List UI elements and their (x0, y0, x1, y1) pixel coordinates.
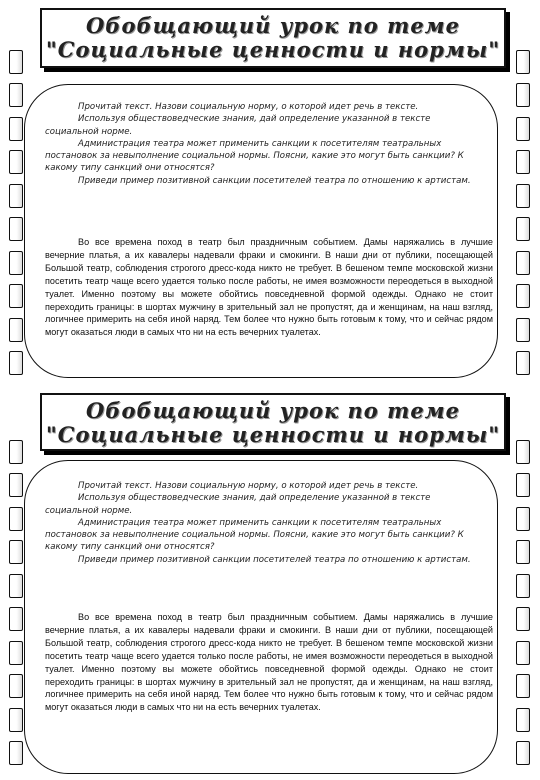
task-instructions (45, 480, 485, 566)
binding-tab (9, 540, 23, 564)
binding-tab (516, 50, 530, 74)
binding-tab (516, 708, 530, 732)
task-item: Используя обществоведческие знания, дай определение указанной в тексте социальной норме. (45, 114, 431, 137)
binding-tab (516, 540, 530, 564)
binding-tab (9, 507, 23, 531)
binding-tab (516, 507, 530, 531)
binding-tab (516, 574, 530, 598)
title-line-1: Обобщающий урок по теме (85, 398, 461, 423)
binding-tab (9, 641, 23, 665)
binding-tab (516, 83, 530, 107)
right-binding-tabs (516, 440, 530, 765)
binding-tab (9, 674, 23, 698)
task-instructions (45, 101, 485, 187)
binding-tab (9, 351, 23, 375)
title-line-2: "Социальные ценности и нормы" (45, 37, 501, 62)
binding-tab (516, 318, 530, 342)
binding-tab (516, 251, 530, 275)
binding-tab (516, 217, 530, 241)
binding-tab (9, 284, 23, 308)
worksheet-copy-bottom (0, 390, 540, 778)
binding-tab (9, 184, 23, 208)
worksheet-copy-top (0, 0, 540, 388)
reading-paragraph: Во все времена поход в театр был праздничным событием. Дамы наряжались в лучшие вечерние платья, а их кавалеры надевали фраки и смокинги. В наши дни от публики, посещающей Большой театр, соблюдения строгого дресс-кода никто не требует. В бешеном темпе московской жизни посетить театр чаще всего удается только после работы, не имея возможности переодеться в выходной туалет. Именно поэтому вы можете обойтись повседневной формой одежды. Однако не стоит переходить границы: в шортах мужчину в зрительный зал не пропустят, да и женщинам, на наш взгляд, логичнее примерить на себя иной наряд. Тем более что нужно быть готовым к тому, что и сейчас рядом могут оказаться люди в самых что ни на есть вечерних туалетах. (45, 237, 493, 338)
reading-text (45, 236, 493, 339)
task-item: Приведи пример позитивной санкции посетителей театра по отношению к артистам. (78, 554, 471, 565)
task-item: Прочитай текст. Назови социальную норму, о которой идет речь в тексте. (78, 481, 419, 491)
title-frame (40, 393, 506, 451)
title-line-2: "Социальные ценности и нормы" (45, 422, 501, 447)
binding-tab (516, 741, 530, 765)
task-item: Администрация театра может применить санкции к посетителям театральных постановок за невыполнение социальной нормы. Поясни, какие это могут быть санкции? К какому типу санкций они относятся? (45, 138, 464, 174)
binding-tab (9, 473, 23, 497)
title-frame (40, 8, 506, 68)
binding-tab (9, 574, 23, 598)
binding-tab (9, 217, 23, 241)
reading-paragraph: Во все времена поход в театр был праздничным событием. Дамы наряжались в лучшие вечерние платья, а их кавалеры надевали фраки и смокинги. В наши дни от публики, посещающей Большой театр, соблюдения строгого дресс-кода никто не требует. В бешеном темпе московской жизни посетить театр чаще всего удается только после работы, не имея возможности переодеться в выходной туалет. Именно поэтому вы можете обойтись повседневной формой одежды. Однако не стоит переходить границы: в шортах мужчину в зрительный зал не пропустят, да и женщинам, на наш взгляд, логичнее примерить на себя иной наряд. Тем более что нужно быть готовым к тому, что и сейчас рядом могут оказаться люди в самых что ни на есть вечерних туалетах. (45, 612, 493, 713)
left-binding-tabs (9, 440, 23, 765)
reading-text (45, 611, 493, 714)
binding-tab (516, 607, 530, 631)
task-item: Приведи пример позитивной санкции посетителей театра по отношению к артистам. (78, 175, 471, 186)
binding-tab (9, 251, 23, 275)
binding-tab (516, 351, 530, 375)
binding-tab (516, 674, 530, 698)
binding-tab (9, 318, 23, 342)
binding-tab (9, 607, 23, 631)
binding-tab (516, 440, 530, 464)
binding-tab (9, 440, 23, 464)
title-line-1: Обобщающий урок по теме (85, 13, 461, 38)
binding-tab (9, 708, 23, 732)
binding-tab (516, 641, 530, 665)
binding-tab (9, 741, 23, 765)
binding-tab (9, 50, 23, 74)
right-binding-tabs (516, 50, 530, 375)
binding-tab (516, 473, 530, 497)
binding-tab (516, 117, 530, 141)
task-item: Администрация театра может применить санкции к посетителям театральных постановок за невыполнение социальной нормы. Поясни, какие это могут быть санкции? К какому типу санкций они относятся? (45, 517, 464, 553)
binding-tab (516, 284, 530, 308)
binding-tab (9, 83, 23, 107)
binding-tab (516, 184, 530, 208)
task-item: Используя обществоведческие знания, дай определение указанной в тексте социальной норме. (45, 493, 431, 516)
binding-tab (9, 117, 23, 141)
binding-tab (516, 150, 530, 174)
task-item: Прочитай текст. Назови социальную норму, о которой идет речь в тексте. (78, 102, 419, 112)
left-binding-tabs (9, 50, 23, 375)
binding-tab (9, 150, 23, 174)
